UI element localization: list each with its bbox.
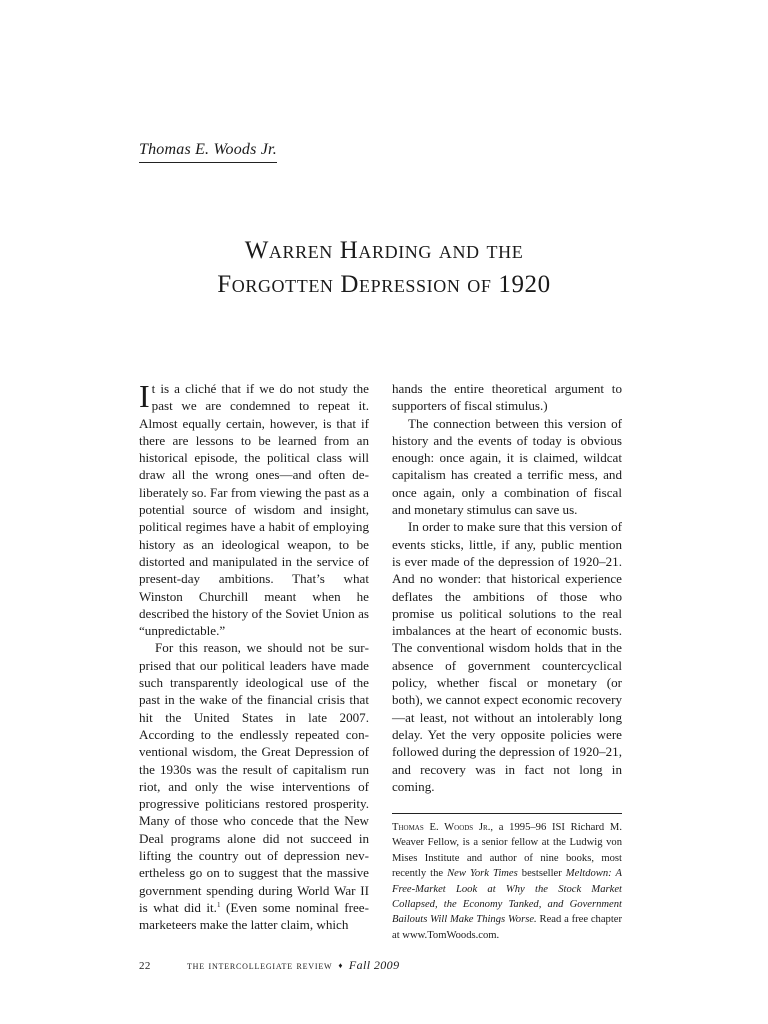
- bio-text: Read a free chapter at www.TomWoods.com.: [392, 914, 622, 941]
- bio-book-title: Meltdown: A Free-Market Look at Why the Stock Market Collapsed, the Economy Tanked, and Government Bailouts Will Make Things Worse.: [392, 868, 622, 926]
- paragraph: [139, 639, 369, 933]
- issue-date: Fall 2009: [348, 958, 400, 972]
- paragraph: In order to make sure that this version of events sticks, little, if any, public mention is ever made of the depression of 1920–21. And no wonder: that historical experience deflates the ambitions of those who promise us political solutions to the real imbalances at the heart of economic busts. The conventional wisdom holds that in the absence of government countercyclical policy, whether fiscal or monetary (or both), we cannot expect economic recovery—at least, not without an intolerably long delay. Yet the very opposite policies were followed during the depression of 1920–21, and recovery was in fact not long in coming.: [392, 519, 622, 794]
- author-bio: [392, 813, 622, 943]
- page-footer: [139, 958, 399, 973]
- title-line-2: Forgotten Depression of 1920: [217, 271, 551, 298]
- paragraph: hands the entire theoretical argument to supporters of fiscal stimulus.): [392, 381, 622, 414]
- paragraph-text: (Even some nominal freemarketeers make the latter claim, which: [139, 899, 369, 933]
- drop-cap: I: [139, 378, 150, 414]
- diamond-separator-icon: ♦: [338, 961, 343, 970]
- paragraph: The connection between this version of history and the events of today is obvious enough: once again, it is claimed, wildcat capitalism has created a terrific mess, and once again, only a combination of fiscal and monetary stimulus can save us.: [392, 415, 622, 518]
- bio-text: , a 1995–96 ISI Richard M. Weaver Fellow, is a senior fellow at the Ludwig von Mises Institute and author of nine books, most recently the: [392, 822, 622, 880]
- author-byline: Thomas E. Woods Jr.: [139, 141, 277, 163]
- page-number: 22: [139, 960, 151, 972]
- footnote-marker: 1: [216, 900, 221, 909]
- article-title: [0, 234, 768, 302]
- title-line-1: Warren Harding and the: [244, 237, 524, 264]
- bio-text: bestseller: [517, 868, 566, 880]
- bio-name: Thomas E. Woods Jr.: [392, 822, 491, 833]
- left-column: [139, 380, 369, 934]
- paragraph: [139, 380, 369, 639]
- bio-italic: New York Times: [447, 868, 518, 880]
- right-column: [392, 380, 622, 795]
- paragraph-text: t is a cliché that if we do not study the past we are condemned to repeat it. Almost equally certain, however, is that if there are lessons to be learned from an historical episode, the political class will draw all the wrong ones—and often deliberately so. Far from viewing the past as a potential source of wisdom and insight, political regimes have a habit of employing history as an ideological weapon, to be distorted and manipulated in the service of present-day ambitions. That’s what Winston Churchill meant when he described the history of the Soviet Union as “unpredictable.”: [139, 381, 369, 639]
- paragraph-text: For this reason, we should not be surprised that our political leaders have made such transparently ideological use of the past in the wake of the financial crisis that hit the United States in late 2007. According to the endlessly repeated conventional wisdom, the Great Depression of the 1930s was the result of capitalism run riot, and only the wise interventions of progressive politicians restored prosperity. Many of those who concede that the New Deal programs alone did not succeed in lifting the country out of depression nevertheless go on to suggest that the massive government spending during World War II is what did it.: [139, 640, 369, 915]
- journal-name: the intercollegiate review: [187, 960, 333, 972]
